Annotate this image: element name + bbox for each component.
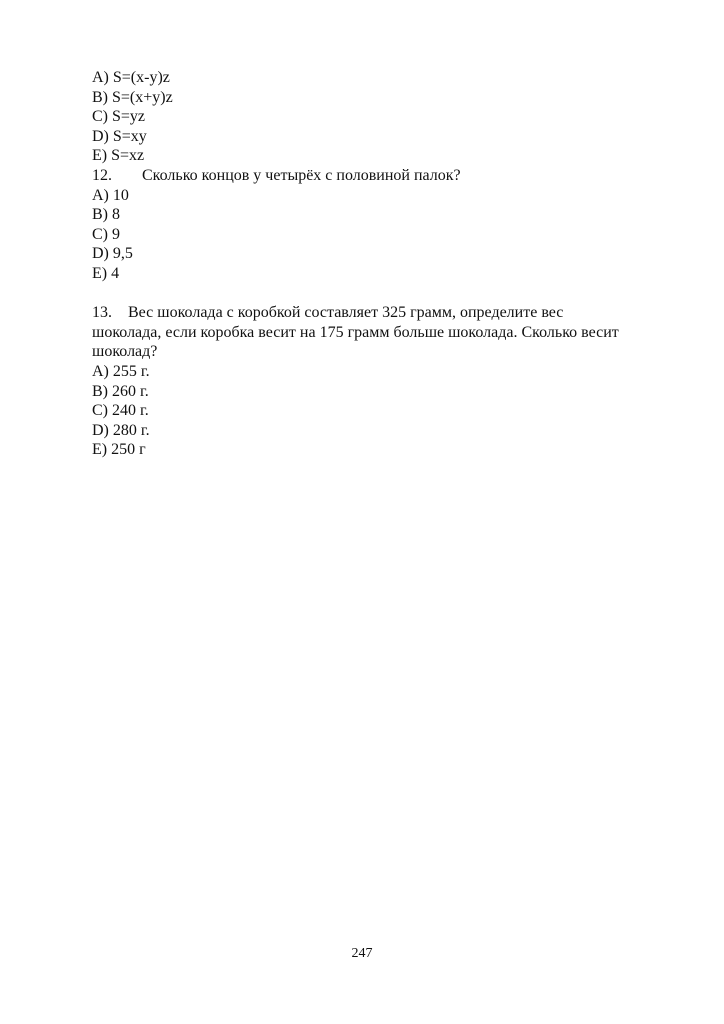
page-content [92, 68, 672, 460]
question-13-text-line-3: шоколад? [92, 343, 158, 361]
question-11-option-a: A) S=(x-y)z [92, 69, 170, 86]
question-12-option-e: E) 4 [92, 264, 120, 282]
spacer [92, 284, 672, 304]
question-13-option-a: A) 255 г. [92, 362, 150, 380]
question-13 [92, 303, 672, 460]
question-12-option-b: B) 8 [92, 206, 120, 224]
question-13-option-d: D) 280 г. [92, 421, 150, 439]
question-13-option-e: E) 250 г [92, 441, 146, 459]
question-12-option-d: D) 9,5 [92, 245, 133, 263]
question-11-options [92, 68, 672, 166]
question-13-number: 13. [92, 304, 112, 322]
question-11-option-e: E) S=xz [92, 147, 145, 165]
question-11-option-c: C) S=yz [92, 108, 146, 126]
question-12-number: 12. [92, 166, 112, 184]
question-12-text: Сколько концов у четырёх с половиной палок? [142, 166, 461, 184]
question-11-option-d: D) S=xy [92, 127, 147, 145]
page-number: 247 [351, 946, 373, 961]
question-12-option-a: A) 10 [92, 186, 129, 204]
question-13-option-c: C) 240 г. [92, 402, 149, 420]
question-12-option-c: C) 9 [92, 225, 120, 243]
question-13-text-line-1: Вес шоколада с коробкой составляет 325 грамм, определите вес [128, 304, 564, 322]
question-12-header [92, 166, 672, 186]
question-11-option-b: B) S=(x+y)z [92, 88, 173, 106]
question-13-text-line-2: шоколада, если коробка весит на 175 грамм больше шоколада. Сколько весит [92, 323, 619, 341]
question-13-option-b: B) 260 г. [92, 382, 149, 400]
question-12 [92, 166, 672, 284]
question-13-header [92, 303, 672, 323]
